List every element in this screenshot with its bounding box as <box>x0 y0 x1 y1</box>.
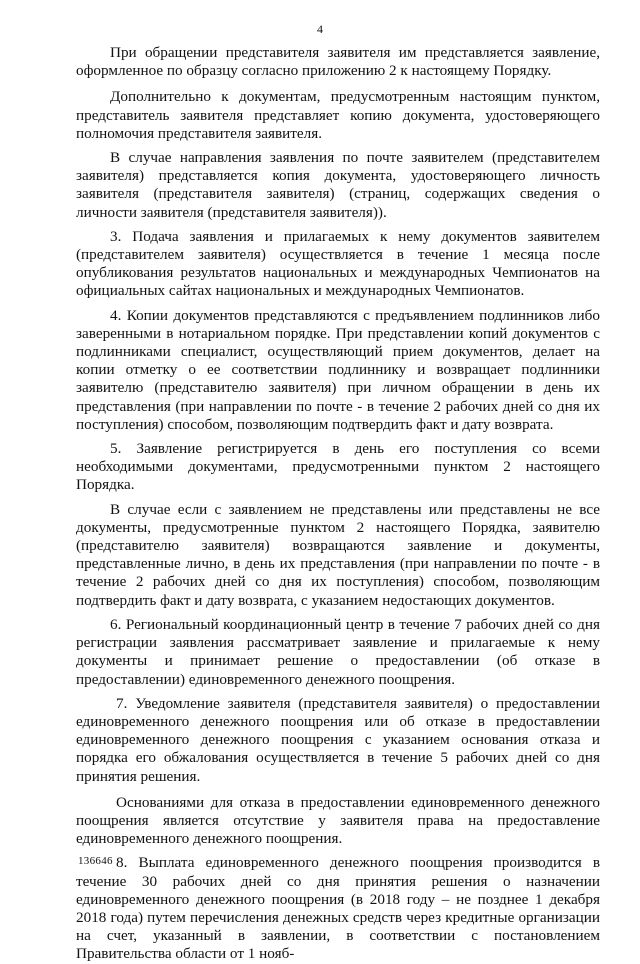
paragraph-item-8: 8. Выплата единовременного денежного поощрения производится в течение 30 рабочих дней со дня принятия решения о назначении единовременного денежного поощрения (в 2018 году – не позднее 1 декабря 2018 года) путем перечисления денежных средств через кредитные организации на счет, указанный в заявлении, в соответствии с постановлением Правительства области от 1 нояб- <box>76 854 600 963</box>
paragraph-representative-application: При обращении представителя заявителя им представляется заявление, оформленное по образцу согласно приложению 2 к настоящему Порядку. <box>76 44 600 80</box>
paragraph-item-6: 6. Региональный координационный центр в течение 7 рабочих дней со дня регистрации заявления рассматривает заявление и прилагаемые к нему документы и принимает решение о предоставлении (об отказе в предоставлении) единовременного денежного поощрения. <box>76 615 600 688</box>
paragraph-item-5: 5. Заявление регистрируется в день его поступления со всеми необходимыми документами, предусмотренными пунктом 2 настоящего Порядка. <box>76 440 600 494</box>
paragraph-item-3: 3. Подача заявления и прилагаемых к нему документов заявителем (представителем заявителя) осуществляется в течение 1 месяца после опубликования результатов национальных и международных Чемпионатов на официальных сайтах национальных и международных Чемпионатов. <box>76 227 600 300</box>
document-body <box>76 36 600 964</box>
page-number: 4 <box>317 22 323 36</box>
paragraph-refusal-grounds: Основаниями для отказа в предоставлении единовременного денежного поощрения является отсутствие у заявителя права на предоставление единовременного денежного поощрения. <box>76 793 600 848</box>
paragraph-item-7: 7. Уведомление заявителя (представителя заявителя) о предоставлении единовременного денежного поощрения или об отказе в предоставлении единовременного денежного поощрения с указанием основания отказа и порядка его обжалования осуществляется в течение 5 рабочих дней со дня принятия решения. <box>76 694 600 785</box>
paragraph-mail-submission: В случае направления заявления по почте заявителем (представителем заявителя) представляется копия документа, удостоверяющего личность заявителя (представителя заявителя) (страниц, содержащих сведения о личности заявителя (представителя заявителя)). <box>76 149 600 221</box>
paragraph-representative-authority-copy: Дополнительно к документам, предусмотренным настоящим пунктом, представитель заявителя представляет копию документа, удостоверяющего полномочия представителя заявителя. <box>76 88 600 142</box>
document-code: 136646 <box>78 855 113 867</box>
paragraph-missing-documents: В случае если с заявлением не представлены или представлены не все документы, предусмотренные пунктом 2 настоящего Порядка, заявителю (представителю заявителя) возвращаются заявление и документы, представленные лично, в день их представления (при направлении по почте - в течение 2 рабочих дней со дня их поступления) способом, позволяющим подтвердить факт и дату возврата, с указанием недостающих документов. <box>76 500 600 609</box>
paragraph-item-4: 4. Копии документов представляются с предъявлением подлинников либо заверенными в нотариальном порядке. При представлении копий документов с подлинниками специалист, осуществляющий прием документов, делает на копии отметку о ее соответствии подлиннику и возвращает подлинники заявителю (представителю заявителя) при личном обращении в день их представления (при направлении по почте - в течение 2 рабочих дней со дня их поступления) способом, позволяющим подтвердить факт и дату возврата. <box>76 306 600 433</box>
